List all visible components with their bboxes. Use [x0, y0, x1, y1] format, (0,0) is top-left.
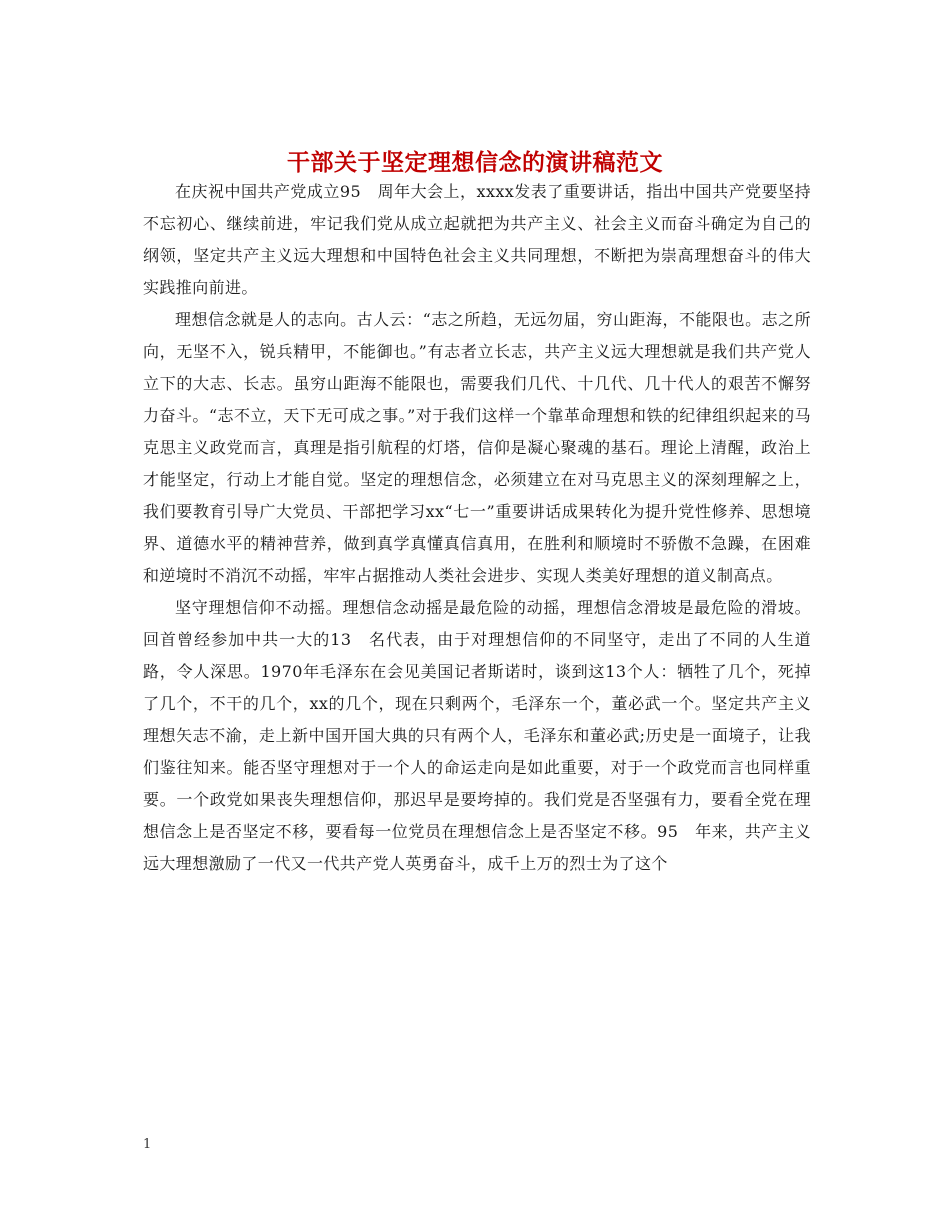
paragraph-3: 坚守理想信仰不动摇。理想信念动摇是最危险的动摇，理想信念滑坡是最危险的滑坡。回首曾经参加中共一大的13 名代表，由于对理想信仰的不同坚守，走出了不同的人生道路，令人深思。1970年毛泽东在会见美国记者斯诺时，谈到这13个人：牺牲了几个，死掉了几个，不干的几个，xx的几个，现在只剩两个，毛泽东一个，董必武一个。坚定共产主义理想矢志不渝，走上新中国开国大典的只有两个人，毛泽东和董必武;历史是一面境子，让我们鉴往知来。能否坚守理想对于一个人的命运走向是如此重要，对于一个政党而言也同样重要。一个政党如果丧失理想信仰，那迟早是要垮掉的。我们党是否坚强有力，要看全党在理想信念上是否坚定不移，要看每一位党员在理想信念上是否坚定不移。95 年来，共产主义远大理想激励了一代又一代共产党人英勇奋斗，成千上万的烈士为了这个 — [143, 598, 811, 873]
paragraph-1: 在庆祝中国共产党成立95 周年大会上，xxxx发表了重要讲话，指出中国共产党要坚持不忘初心、继续前进，牢记我们党从成立起就把为共产主义、社会主义而奋斗确定为自己的纲领，坚定共产主义远大理想和中国特色社会主义共同理想，不断把为崇高理想奋斗的伟大实践推向前进。 — [143, 182, 811, 297]
document-title: 干部关于坚定理想信念的演讲稿范文 — [287, 150, 663, 177]
page-number: 1 — [143, 1137, 152, 1152]
document-body — [143, 176, 811, 880]
paragraph-2: 理想信念就是人的志向。古人云：“志之所趋，无远勿届，穷山距海，不能限也。志之所向，无坚不入，锐兵精甲，不能御也。”有志者立长志，共产主义远大理想就是我们共产党人立下的大志、长志。虽穷山距海不能限也，需要我们几代、十几代、几十代人的艰苦不懈努力奋斗。“志不立，天下无可成之事。”对于我们这样一个靠革命理想和铁的纪律组织起来的马克思主义政党而言，真理是指引航程的灯塔，信仰是凝心聚魂的基石。理论上清醒，政治上才能坚定，行动上才能自觉。坚定的理想信念，必须建立在对马克思主义的深刻理解之上，我们要教育引导广大党员、干部把学习xx“七一”重要讲话成果转化为提升党性修养、思想境界、道德水平的精神营养，做到真学真懂真信真用，在胜利和顺境时不骄傲不急躁，在困难和逆境时不消沉不动摇，牢牢占据推动人类社会进步、实现人类美好理想的道义制高点。 — [143, 310, 811, 585]
